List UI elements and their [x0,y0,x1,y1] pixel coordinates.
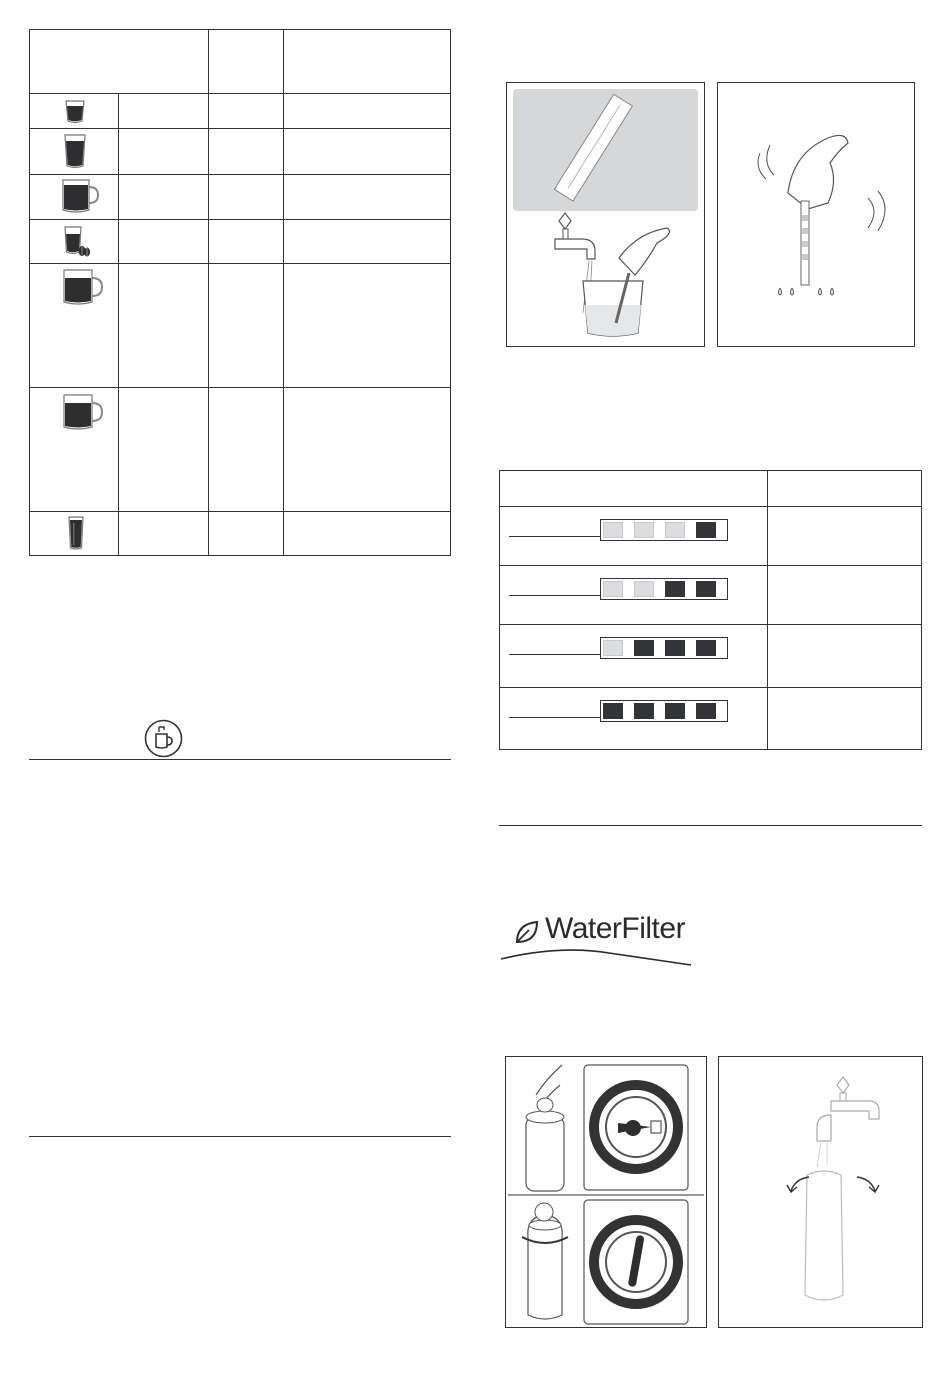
large-coffee-mug-icon [61,267,105,307]
strip-square-dark [696,703,716,719]
table-cell [208,219,284,264]
table-cell [118,93,209,129]
table-cell [118,128,209,175]
table-cell [283,263,451,388]
table-cell [208,128,284,175]
strip-square-light [634,522,654,538]
beverage-table [29,29,451,556]
table-cell [118,511,209,556]
table-cell [208,387,284,512]
hot-water-mug-icon [144,719,183,758]
strip-square-dark [665,581,685,597]
strip-square-dark [665,703,685,719]
strip-square-light [603,522,623,538]
strip-pad-area [600,700,728,722]
strip-handle [509,717,601,718]
table-header-cell [499,470,768,507]
leaf-icon [513,918,541,946]
strip-square-light [603,581,623,597]
table-cell [283,93,451,129]
coffee-mug-icon [60,177,100,215]
strip-square-dark [634,703,654,719]
table-cell [767,506,922,566]
table-cell [767,687,922,750]
espresso-with-beans-icon [62,224,90,258]
espresso-cup-icon [63,97,87,125]
strip-square-light [603,640,623,656]
strip-handle [509,654,601,655]
table-cell [208,174,284,220]
section-divider [29,759,451,760]
strip-square-dark [603,703,623,719]
filter-dial-set-image [505,1056,707,1328]
strip-square-dark [696,581,716,597]
table-cell [118,219,209,264]
table-cell [767,624,922,688]
large-coffee-mug-icon [61,392,105,432]
table-cell [118,263,209,388]
strip-square-dark [696,522,716,538]
table-cell [283,219,451,264]
logo-swoosh [499,945,694,969]
strip-square-dark [634,640,654,656]
strip-square-light [665,522,685,538]
table-header-cell [29,29,209,94]
table-cell [118,174,209,220]
strip-pad-area [600,519,728,541]
table-header-cell [208,29,284,94]
water-hardness-table [499,470,922,750]
table-cell [208,511,284,556]
filter-under-tap-image [718,1056,923,1328]
table-cell [283,511,451,556]
strip-handle [509,595,601,596]
strip-square-dark [665,640,685,656]
table-cell [208,93,284,129]
section-divider [29,1136,451,1137]
strip-square-light [634,581,654,597]
strip-pad-area [600,578,728,600]
double-espresso-cup-icon [62,132,88,170]
test-strip-illustration [506,82,705,347]
table-header-cell [283,29,451,94]
strip-handle [509,536,601,537]
tall-glass-icon [66,515,86,551]
table-cell [767,565,922,625]
strip-square-dark [696,640,716,656]
strip-pad-area [600,637,728,659]
shaking-test-strip-image [717,82,915,347]
table-cell [118,387,209,512]
table-cell [283,174,451,220]
table-header-cell [767,470,922,507]
tap-filling-glass-image [555,213,669,336]
table-cell [283,128,451,175]
section-divider [499,825,922,826]
table-cell [283,387,451,512]
table-cell [208,263,284,388]
waterfilter-logo-text: WaterFilter [545,912,686,945]
